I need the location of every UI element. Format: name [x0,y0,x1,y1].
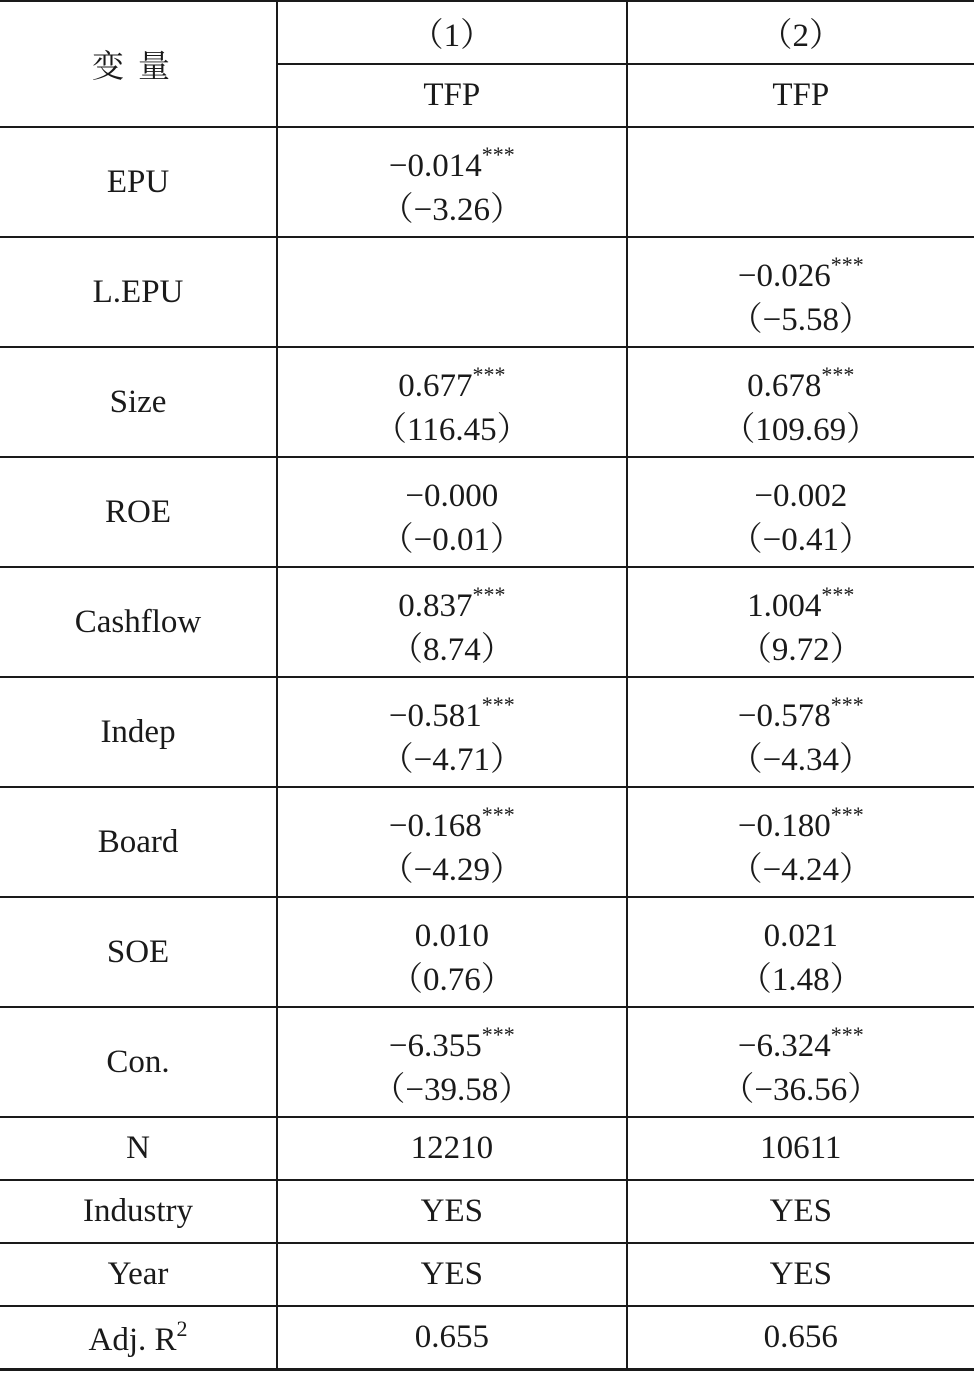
cell [627,677,974,787]
t-stat: （−0.41） [729,521,872,558]
stat-row [0,1243,974,1306]
table-row [0,567,974,677]
significance-stars: *** [830,691,864,717]
cell [277,237,627,347]
coef: 1.004 [747,587,822,624]
significance-stars: *** [821,581,855,607]
cell: YES [627,1243,974,1306]
table-row [0,127,974,237]
significance-stars: *** [472,581,506,607]
cell [627,567,974,677]
t-stat: （−4.34） [729,741,872,778]
significance-stars: *** [830,801,864,827]
row-label: Size [0,347,277,457]
cell [277,1007,627,1117]
coef: −0.180 [737,807,831,844]
cell [277,897,627,1007]
t-stat: （9.72） [738,631,863,668]
table-row [0,897,974,1007]
cell: 12210 [277,1117,627,1180]
significance-stars: *** [472,361,506,387]
significance-stars: *** [830,1021,864,1047]
cell [277,567,627,677]
t-stat: （−36.56） [721,1071,881,1108]
cell [627,897,974,1007]
column-number-2: （2） [627,1,974,64]
coef: −6.324 [737,1027,831,1064]
cell [277,677,627,787]
row-label: Cashflow [0,567,277,677]
t-stat: （−39.58） [372,1071,532,1108]
coef: −6.355 [388,1027,482,1064]
dependent-var-1: TFP [277,64,627,127]
stat-row [0,1180,974,1243]
row-label: Industry [0,1180,277,1243]
row-label: N [0,1117,277,1180]
cell [627,127,974,237]
cell [627,787,974,897]
cell [277,127,627,237]
table-row [0,237,974,347]
coef: −0.581 [388,697,482,734]
coef: 0.677 [398,367,473,404]
row-label: Indep [0,677,277,787]
coef: −0.000 [405,477,499,514]
column-number-1: （1） [277,1,627,64]
coef: −0.578 [737,697,831,734]
t-stat: （8.74） [389,631,514,668]
cell: 0.655 [277,1306,627,1370]
row-label: ROE [0,457,277,567]
cell [277,457,627,567]
row-label: Year [0,1243,277,1306]
significance-stars: *** [830,251,864,277]
row-label: L.EPU [0,237,277,347]
cell [627,457,974,567]
t-stat: （−0.01） [380,521,523,558]
cell [627,347,974,457]
t-stat: （109.69） [722,411,880,448]
coef: −0.014 [388,147,482,184]
significance-stars: *** [481,801,515,827]
cell [627,237,974,347]
row-label: Board [0,787,277,897]
table-row [0,1007,974,1117]
variable-header: 变量 [0,1,277,127]
coef: −0.002 [754,477,848,514]
table-row [0,457,974,567]
t-stat: （−4.24） [729,851,872,888]
cell [277,787,627,897]
cell [627,1007,974,1117]
coef: −0.026 [737,257,831,294]
adj-r2-superscript: 2 [176,1316,188,1341]
t-stat: （0.76） [389,961,514,998]
coef: 0.010 [414,917,489,954]
coef: 0.021 [763,917,838,954]
row-label: EPU [0,127,277,237]
significance-stars: *** [821,361,855,387]
row-label: SOE [0,897,277,1007]
table-row [0,347,974,457]
significance-stars: *** [481,141,515,167]
t-stat: （1.48） [738,961,863,998]
table-row [0,677,974,787]
cell [277,347,627,457]
coef: −0.168 [388,807,482,844]
significance-stars: *** [481,691,515,717]
cell: 0.656 [627,1306,974,1370]
cell: YES [627,1180,974,1243]
cell: YES [277,1180,627,1243]
stat-row [0,1117,974,1180]
cell: 10611 [627,1117,974,1180]
t-stat: （116.45） [374,411,530,448]
coef: 0.678 [747,367,822,404]
t-stat: （−4.71） [380,741,523,778]
row-label [0,1306,277,1370]
adj-r2-label: Adj. R [88,1322,177,1358]
row-label: Con. [0,1007,277,1117]
stat-row [0,1306,974,1370]
t-stat: （−4.29） [380,851,523,888]
significance-stars: *** [481,1021,515,1047]
table-row [0,787,974,897]
dependent-var-2: TFP [627,64,974,127]
t-stat: （−3.26） [380,191,523,228]
t-stat: （−5.58） [729,301,872,338]
cell: YES [277,1243,627,1306]
coef: 0.837 [398,587,473,624]
